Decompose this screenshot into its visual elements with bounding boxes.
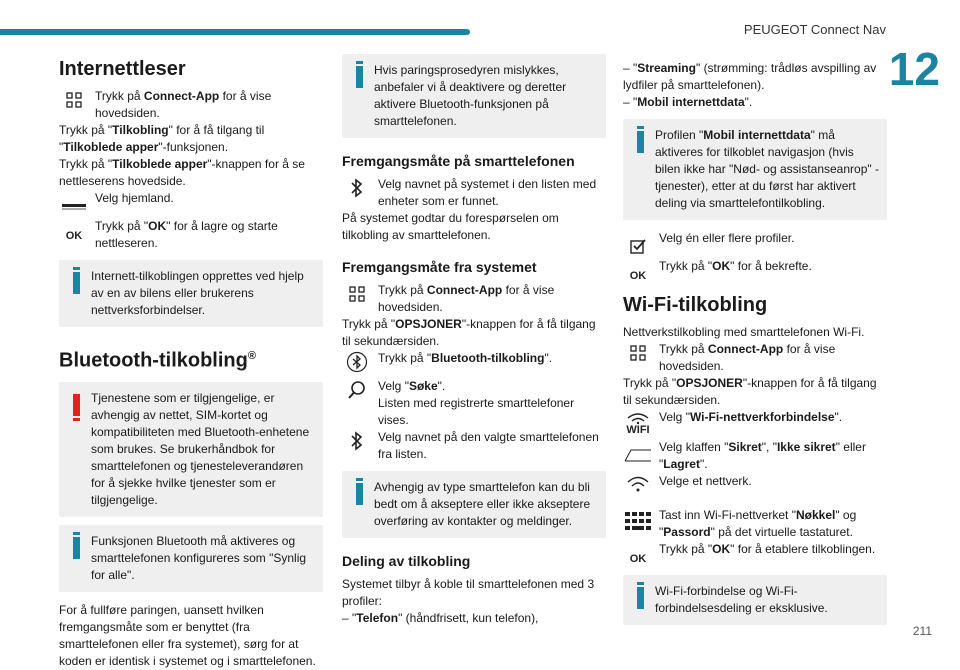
apps-grid-icon: [344, 284, 370, 304]
info-box-contacts: Avhengig av type smarttelefon kan du bli bedt om å akseptere eller ikke akseptere overføring av kontakter og meldinger.: [342, 471, 606, 538]
bluetooth-circle-icon: [344, 352, 370, 372]
info-box-wifi-exclusive: Wi-Fi-forbindelse og Wi-Fi-forbindelsesdeling er eksklusive.: [623, 575, 887, 625]
step-select-tab: Velg klaffen "Sikret", "Ikke sikret" eller "Lagret".: [623, 439, 887, 473]
warning-icon: [73, 394, 80, 416]
ok-icon: OK: [629, 269, 647, 282]
heading-connection-sharing: Deling av tilkobling: [342, 553, 471, 569]
checkbox-icon: [625, 236, 651, 256]
running-header: PEUGEOT Connect Nav: [743, 22, 886, 37]
column-1: [59, 54, 323, 670]
step-select-network: Velge et nettverk.: [623, 473, 887, 499]
para-options-2: Trykk på "OPSJONER"-knappen for å få tilgang til sekundærsiden.: [623, 376, 877, 407]
apps-grid-icon: [625, 343, 651, 363]
step-home-country: Velg hjemland.: [59, 190, 323, 210]
para-profiles: Systemet tilbyr å koble til smarttelefonen med 3 profiler:: [342, 577, 595, 608]
bluetooth-icon: [344, 431, 370, 451]
step-select-profiles: Velg én eller flere profiler.: [623, 230, 887, 250]
page-number: 211: [912, 624, 932, 638]
search-icon: [344, 380, 370, 400]
step-select-phone: Velg navnet på den valgte smarttelefonen fra listen.: [342, 429, 606, 463]
list-item-streaming: – "Streaming" (strømming: trådløs avspilling av lydfiler på smarttelefonen).: [623, 61, 877, 92]
ok-icon: OK: [629, 552, 647, 565]
heading-internet-browser: Internettleser: [59, 58, 186, 80]
step-connect-app-3: Trykk på Connect-App for å vise hovedsiden.: [623, 341, 887, 375]
heading-wifi: Wi-Fi-tilkobling: [623, 294, 768, 316]
warning-box-bluetooth: Tjenestene som er tilgjengelige, er avhengig av nettet, SIM-kortet og kompatibiliteten med Bluetooth-enhetene som brukes. Se brukerhåndbok for smarttelefonen og tjenesteleverandøren for å sjekke hvilke tjenester som er tilgjengelige.: [59, 382, 323, 517]
tab-icon: [625, 445, 651, 465]
info-box-mobile-data: Profilen "Mobil internettdata" må aktiveres for tilkoblet navigasjon (hvis bilen ikke har "Nød- og assistanseanrop" -tjenester), etter at du først har aktivert deling via smarttelefontilkobling.: [623, 119, 887, 220]
wifi-icon: WIFI: [625, 409, 651, 439]
column-3: [623, 60, 887, 633]
keyboard-icon: [625, 511, 651, 531]
step-search: Velg "Søke". Listen med registrerte smarttelefoner vises.: [342, 378, 606, 429]
bluetooth-icon: [344, 178, 370, 198]
info-icon: [73, 537, 80, 559]
step-connect-app-2: Trykk på Connect-App for å vise hovedsiden.: [342, 282, 606, 316]
para-connectivity: Trykk på "Tilkobling" for å få tilgang til "Tilkoblede apper"-funksjonen.: [59, 123, 265, 154]
info-box-bluetooth-visible: Funksjonen Bluetooth må aktiveres og smarttelefonen konfigureres som "Synlig for alle".: [59, 525, 323, 592]
ok-icon: OK: [65, 229, 83, 242]
step-connect-app: Trykk på Connect-App for å vise hovedsiden.: [59, 88, 323, 122]
step-ok-save: OK Trykk på "OK" for å lagre og starte nettleseren.: [59, 218, 323, 252]
step-bluetooth-connection: Trykk på "Bluetooth-tilkobling".: [342, 350, 606, 370]
para-accept-request: På systemet godtar du forespørselen om tilkobling av smarttelefonen.: [342, 211, 559, 242]
info-icon: [73, 272, 80, 294]
apps-grid-icon: [61, 90, 87, 110]
para-connected-apps: Trykk på "Tilkoblede apper"-knappen for å se nettleserens hovedside.: [59, 157, 305, 188]
heading-system-procedure: Fremgangsmåte fra systemet: [342, 259, 537, 275]
info-icon: [356, 483, 363, 505]
step-ok-confirm: OK Trykk på "OK" for å bekrefte.: [623, 258, 887, 278]
para-wifi-network: Nettverkstilkobling med smarttelefonen Wi-Fi.: [623, 325, 865, 339]
list-item-telephone: – "Telefon" (håndfrisett, kun telefon),: [342, 611, 539, 625]
para-options: Trykk på "OPSJONER"-knappen for å få tilgang til sekundærsiden.: [342, 317, 596, 348]
info-icon: [637, 131, 644, 153]
info-icon: [637, 587, 644, 609]
heading-bluetooth: Bluetooth-tilkobling®: [59, 349, 256, 372]
step-wifi-connection: WIFI Velg "Wi-Fi-nettverkforbindelse".: [623, 409, 887, 439]
info-box-pairing-fail: Hvis paringsprosedyren mislykkes, anbefaler vi å deaktivere og deretter aktivere Bluetooth-funksjonen på smarttelefonen.: [342, 54, 606, 138]
heading-smartphone-procedure: Fremgangsmåte på smarttelefonen: [342, 153, 575, 169]
info-icon: [356, 66, 363, 88]
step-select-system: Velg navnet på systemet i den listen med enheter som er funnet.: [342, 176, 606, 210]
flag-bar-icon: [61, 196, 87, 216]
para-pairing-code: For å fullføre paringen, uansett hvilken fremgangsmåte som er benyttet (fra smarttelefonen eller fra systemet), sørg for at koden er identisk i systemet og i smarttelefonen.: [59, 602, 316, 668]
column-2: [342, 54, 606, 627]
info-box-internet: Internett-tilkoblingen opprettes ved hjelp av en av bilens eller brukerens nettverksforbindelser.: [59, 260, 323, 327]
wifi-signal-icon: [625, 475, 651, 495]
step-enter-key: Tast inn Wi-Fi-nettverket "Nøkkel" og "Passord" på det virtuelle tastaturet.: [623, 507, 887, 541]
chapter-number: 12: [888, 43, 940, 95]
list-item-mobile-data: – "Mobil internettdata".: [623, 95, 753, 109]
step-ok-establish: OK Trykk på "OK" for å etablere tilkoblingen.: [623, 541, 887, 561]
top-accent-bar: [0, 29, 470, 35]
